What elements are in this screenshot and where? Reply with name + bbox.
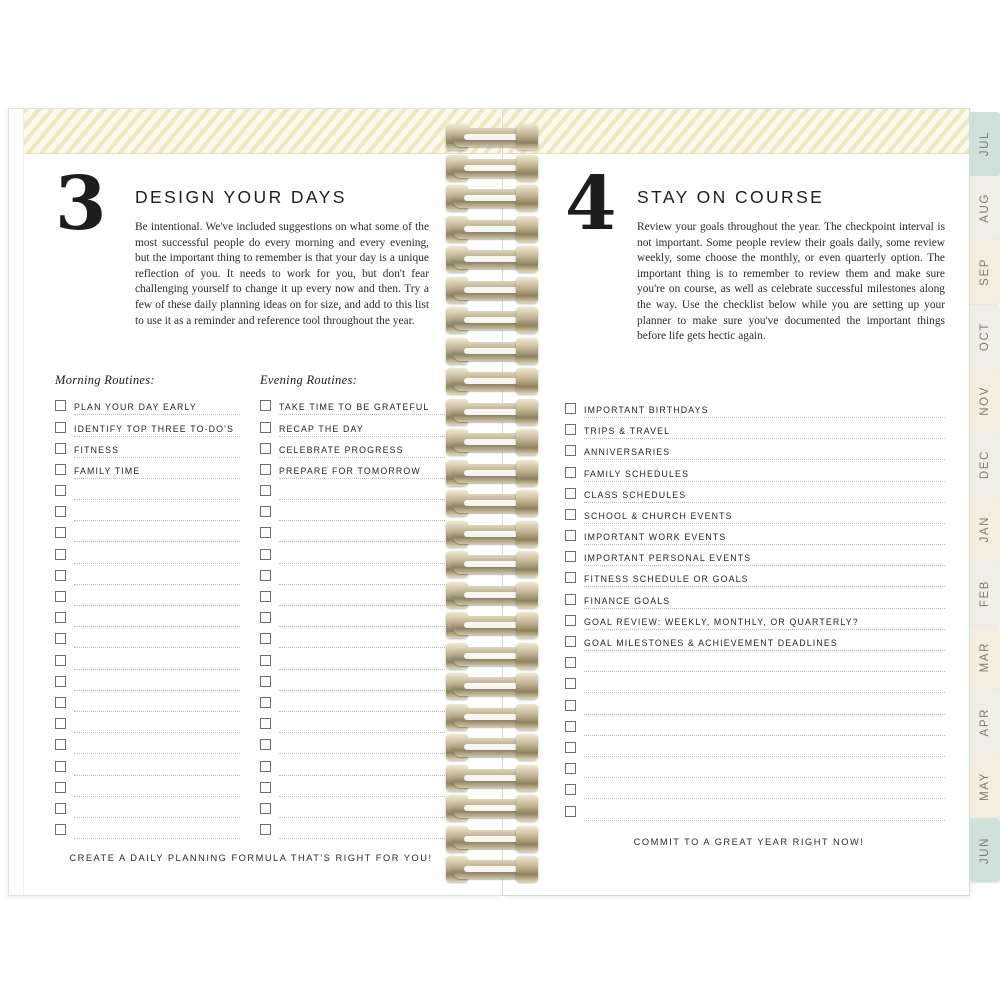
right-intro-text: Review your goals throughout the year. The checkpoint interval is not important. Some people review their goals daily, some review weekly, some choose the monthly, or even quarterly option. The important thing is to remember to review them and make sure you're on course, as well as celebrate successful milestones along the way. Use the checklist below while you are setting up your planner to make sure you've documented the important things before life gets hectic again.: [637, 221, 945, 343]
month-tab-mar[interactable]: [970, 626, 1000, 690]
stay-on-course-label: SCHOOL & CHURCH EVENTS: [584, 510, 733, 521]
checkbox-icon[interactable]: [260, 739, 271, 750]
spiral-coil-cap-right: [516, 551, 538, 577]
checkbox-icon[interactable]: [565, 572, 576, 583]
spiral-coil: [444, 126, 540, 152]
spiral-coil-cap-right: [516, 704, 538, 730]
evening-routine-label: TAKE TIME TO BE GRATEFUL: [279, 402, 430, 413]
month-tab-nov[interactable]: [970, 369, 1000, 433]
stay-on-course-label: GOAL REVIEW: WEEKLY, MONTHLY, OR QUARTERLY?: [584, 616, 859, 627]
spiral-coil: [444, 858, 540, 884]
morning-routines-heading: Morning Routines:: [55, 373, 155, 388]
spiral-coil-cap-right: [516, 734, 538, 760]
checkbox-icon[interactable]: [565, 530, 576, 541]
spiral-coil-cap-right: [516, 277, 538, 303]
spiral-coil-cap-right: [516, 856, 538, 882]
stay-on-course-label: FITNESS SCHEDULE OR GOALS: [584, 574, 749, 585]
checkbox-icon[interactable]: [565, 509, 576, 520]
checkbox-icon[interactable]: [565, 551, 576, 562]
checkbox-icon[interactable]: [565, 678, 576, 689]
spiral-coil-cap-right: [516, 612, 538, 638]
spiral-coil-cap-right: [516, 582, 538, 608]
month-tab-jun[interactable]: [970, 818, 1000, 882]
morning-routine-label: PLAN YOUR DAY EARLY: [74, 402, 197, 413]
month-tab-label: AUG: [979, 193, 991, 224]
checkbox-icon[interactable]: [565, 700, 576, 711]
spiral-coil: [444, 370, 540, 396]
spiral-coil: [444, 553, 540, 579]
spiral-coil-cap-right: [516, 216, 538, 242]
checkbox-icon[interactable]: [260, 803, 271, 814]
spiral-coil: [444, 218, 540, 244]
morning-routines-column: [55, 373, 240, 839]
month-tab-dec[interactable]: [970, 433, 1000, 497]
left-checklist-columns: [55, 373, 459, 839]
checkbox-icon[interactable]: [260, 485, 271, 496]
checkbox-icon[interactable]: [55, 485, 66, 496]
checkbox-icon[interactable]: [260, 422, 271, 433]
checkbox-icon[interactable]: [55, 527, 66, 538]
checkbox-icon[interactable]: [260, 633, 271, 644]
morning-routine-label: IDENTIFY TOP THREE TO-DO'S: [74, 423, 234, 434]
evening-routine-line[interactable]: [279, 815, 445, 839]
stay-on-course-row[interactable]: [565, 799, 945, 820]
spiral-coil: [444, 706, 540, 732]
checkbox-icon[interactable]: [565, 615, 576, 626]
month-tab-jan[interactable]: [970, 497, 1000, 561]
stay-on-course-label: ANNIVERSARIES: [584, 447, 671, 458]
spiral-coil-cap-right: [516, 124, 538, 150]
spiral-coil: [444, 828, 540, 854]
morning-routine-line[interactable]: [74, 815, 240, 839]
month-tab-label: JAN: [979, 515, 991, 543]
stay-on-course-label: FAMILY SCHEDULES: [584, 468, 690, 479]
spiral-coil-cap-right: [516, 521, 538, 547]
checkbox-icon[interactable]: [55, 443, 66, 454]
right-step-numeral: 4: [565, 161, 615, 247]
right-page: [502, 108, 970, 896]
spiral-coil-cap-right: [516, 155, 538, 181]
spiral-coil: [444, 736, 540, 762]
spiral-coil: [444, 431, 540, 457]
checkbox-icon[interactable]: [565, 721, 576, 732]
checkbox-icon[interactable]: [260, 443, 271, 454]
month-tab-label: JUL: [979, 131, 991, 157]
checkbox-icon[interactable]: [55, 697, 66, 708]
right-page-content: [565, 161, 945, 847]
checkbox-icon[interactable]: [260, 676, 271, 687]
spiral-coil-cap-right: [516, 338, 538, 364]
month-tab-label: MAY: [979, 771, 991, 801]
stay-on-course-label: FINANCE GOALS: [584, 595, 671, 606]
evening-routine-row[interactable]: [260, 818, 445, 839]
right-section-title: STAY ON COURSE: [637, 187, 825, 207]
month-tab-label: NOV: [979, 385, 991, 416]
month-tab-label: SEP: [979, 258, 991, 287]
spiral-coil: [444, 614, 540, 640]
spiral-coil: [444, 767, 540, 793]
checkbox-icon[interactable]: [565, 636, 576, 647]
stay-on-course-label: GOAL MILESTONES & ACHIEVEMENT DEADLINES: [584, 638, 838, 648]
checkbox-icon[interactable]: [55, 633, 66, 644]
evening-routine-label: CELEBRATE PROGRESS: [279, 444, 404, 455]
morning-routines-list: [55, 394, 240, 839]
spiral-coil: [444, 309, 540, 335]
spiral-coil-cap-right: [516, 643, 538, 669]
checkbox-icon[interactable]: [260, 655, 271, 666]
checkbox-icon[interactable]: [565, 742, 576, 753]
checkbox-icon[interactable]: [55, 549, 66, 560]
left-page: [8, 108, 502, 896]
checkbox-icon[interactable]: [260, 697, 271, 708]
spiral-coil-cap-right: [516, 307, 538, 333]
spiral-coil: [444, 645, 540, 671]
checkbox-icon[interactable]: [260, 591, 271, 602]
checkbox-icon[interactable]: [55, 655, 66, 666]
checkbox-icon[interactable]: [565, 763, 576, 774]
spiral-coil: [444, 157, 540, 183]
checkbox-icon[interactable]: [565, 657, 576, 668]
spiral-coil-cap-right: [516, 795, 538, 821]
evening-routine-label: RECAP THE DAY: [279, 423, 364, 434]
checkbox-icon[interactable]: [260, 570, 271, 581]
stay-on-course-label: CLASS SCHEDULES: [584, 489, 687, 500]
spiral-coil-cap-right: [516, 399, 538, 425]
month-tab-label: JUN: [979, 836, 991, 864]
spiral-coil: [444, 248, 540, 274]
month-tab-label: APR: [979, 707, 991, 737]
spiral-coil-cap-right: [516, 826, 538, 852]
spiral-coil-cap-right: [516, 185, 538, 211]
checkbox-icon[interactable]: [565, 467, 576, 478]
right-page-header: [565, 161, 945, 345]
left-footer-note: CREATE A DAILY PLANNING FORMULA THAT'S RIGHT FOR YOU!: [69, 853, 433, 864]
left-step-numeral: 3: [55, 161, 105, 247]
checkbox-icon[interactable]: [55, 782, 66, 793]
spiral-coil: [444, 279, 540, 305]
washi-stripe-band-left: [24, 109, 501, 154]
checkbox-icon[interactable]: [55, 591, 66, 602]
checkbox-icon[interactable]: [55, 612, 66, 623]
checkbox-icon[interactable]: [55, 422, 66, 433]
stay-on-course-list: [565, 397, 945, 821]
checkbox-icon[interactable]: [55, 400, 66, 411]
spiral-coil: [444, 584, 540, 610]
checkbox-icon[interactable]: [55, 464, 66, 475]
left-page-header: [55, 161, 459, 329]
spiral-binding: [444, 108, 540, 888]
checkbox-icon[interactable]: [565, 594, 576, 605]
spiral-coil-cap-right: [516, 246, 538, 272]
month-tab-sep[interactable]: [970, 240, 1000, 304]
stay-on-course-label: TRIPS & TRAVEL: [584, 426, 671, 437]
spiral-coil-cap-right: [516, 368, 538, 394]
spiral-coil: [444, 401, 540, 427]
month-tab-label: FEB: [979, 579, 991, 607]
checkbox-icon[interactable]: [260, 782, 271, 793]
month-tab-jul[interactable]: [970, 112, 1000, 176]
month-tab-strip[interactable]: [966, 112, 1000, 884]
checkbox-icon[interactable]: [55, 676, 66, 687]
month-tab-may[interactable]: [970, 754, 1000, 818]
checkbox-icon[interactable]: [565, 488, 576, 499]
month-tab-oct[interactable]: [970, 305, 1000, 369]
month-tab-apr[interactable]: [970, 690, 1000, 754]
checkbox-icon[interactable]: [55, 761, 66, 772]
planner-pages: [0, 108, 1000, 894]
spiral-coil-cap-right: [516, 429, 538, 455]
checkbox-icon[interactable]: [260, 527, 271, 538]
checkbox-icon[interactable]: [55, 824, 66, 835]
checkbox-icon[interactable]: [260, 400, 271, 411]
checkbox-icon[interactable]: [260, 612, 271, 623]
stay-on-course-label: IMPORTANT WORK EVENTS: [584, 532, 727, 543]
spiral-coil: [444, 797, 540, 823]
checkbox-icon[interactable]: [260, 824, 271, 835]
checkbox-icon[interactable]: [55, 739, 66, 750]
left-section-title: DESIGN YOUR DAYS: [135, 187, 347, 207]
month-tab-feb[interactable]: [970, 561, 1000, 625]
morning-routine-label: FITNESS: [74, 444, 120, 455]
evening-routine-label: PREPARE FOR TOMORROW: [279, 465, 421, 476]
checkbox-icon[interactable]: [55, 718, 66, 729]
spiral-coil: [444, 523, 540, 549]
spiral-coil: [444, 187, 540, 213]
washi-stripe-band-right: [503, 109, 969, 154]
month-tab-label: DEC: [979, 450, 991, 480]
evening-routines-column: [260, 373, 445, 839]
checkbox-icon[interactable]: [55, 506, 66, 517]
checkbox-icon[interactable]: [565, 424, 576, 435]
checkbox-icon[interactable]: [260, 464, 271, 475]
spiral-coil: [444, 340, 540, 366]
evening-routines-heading: Evening Routines:: [260, 373, 358, 388]
month-tab-label: OCT: [979, 322, 991, 352]
left-page-content: [55, 161, 459, 864]
checkbox-icon[interactable]: [565, 784, 576, 795]
stay-on-course-line[interactable]: [584, 796, 945, 820]
evening-routines-list: [260, 394, 445, 839]
morning-routine-row[interactable]: [55, 818, 240, 839]
checkbox-icon[interactable]: [565, 445, 576, 456]
morning-routine-label: FAMILY TIME: [74, 465, 141, 476]
checkbox-icon[interactable]: [565, 806, 576, 817]
left-intro-text: Be intentional. We've included suggestions on what some of the most successful people do every morning and every evening, but the important thing to remember is that your day is a unique reflection of you. It needs to work for you, but don't fear challenging yourself to change it up every now and then. Try a few of these daily planning ideas on for size, and add to this list to use it as a reminder and reference tool throughout the year.: [135, 221, 429, 327]
right-footer-note: COMMIT TO A GREAT YEAR RIGHT NOW!: [633, 836, 865, 847]
month-tab-aug[interactable]: [970, 176, 1000, 240]
spiral-coil: [444, 462, 540, 488]
checkbox-icon[interactable]: [260, 549, 271, 560]
spiral-coil-cap-right: [516, 765, 538, 791]
spiral-coil-cap-right: [516, 673, 538, 699]
checkbox-icon[interactable]: [55, 570, 66, 581]
spiral-coil: [444, 492, 540, 518]
month-tab-label: MAR: [979, 642, 991, 673]
checkbox-icon[interactable]: [260, 506, 271, 517]
checkbox-icon[interactable]: [260, 761, 271, 772]
checkbox-icon[interactable]: [565, 403, 576, 414]
checkbox-icon[interactable]: [55, 803, 66, 814]
spiral-coil-cap-right: [516, 490, 538, 516]
spiral-coil: [444, 675, 540, 701]
checkbox-icon[interactable]: [260, 718, 271, 729]
spiral-coil-cap-right: [516, 460, 538, 486]
stay-on-course-label: IMPORTANT PERSONAL EVENTS: [584, 553, 752, 564]
stay-on-course-label: IMPORTANT BIRTHDAYS: [584, 404, 709, 415]
